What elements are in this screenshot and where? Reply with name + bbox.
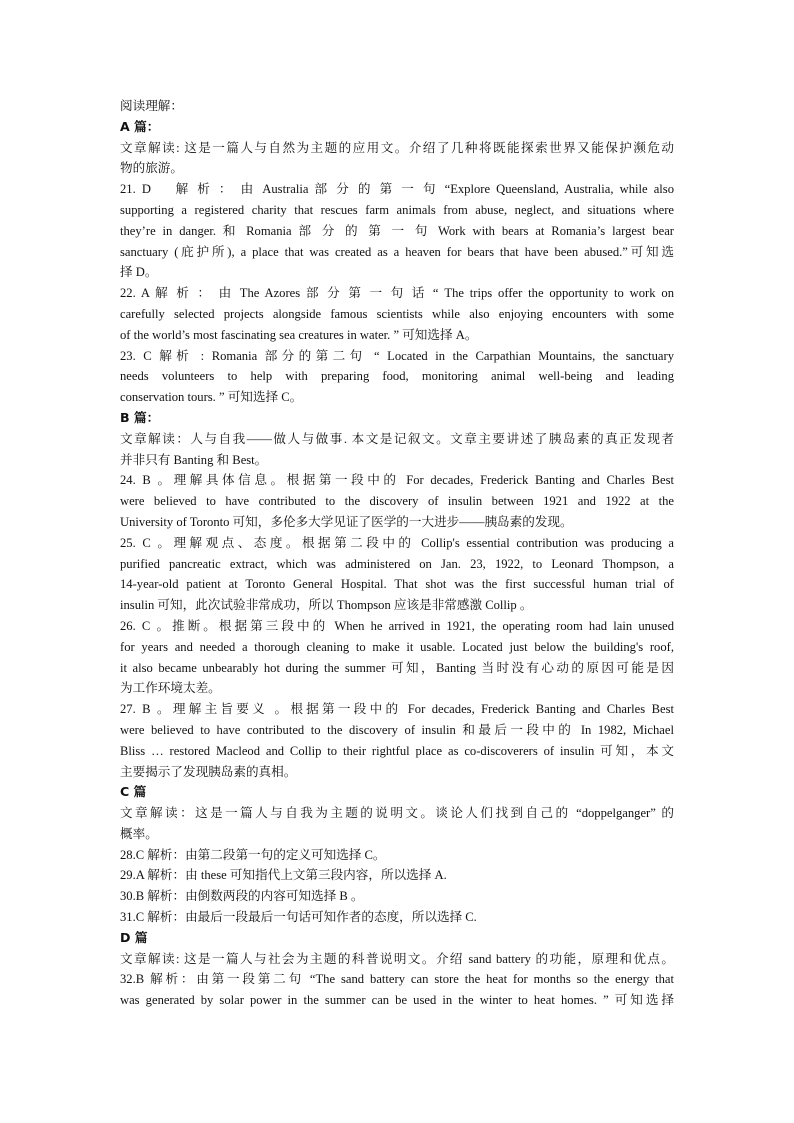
text-line: 24. B 。理解具体信息。根据第一段中的 For decades, Frederick Banting and Charles Best (120, 473, 674, 488)
text-line: 21. D 解 析 ： 由 Australia 部 分 的 第 一 句 “Explore Queensland, Australia, while also (120, 182, 674, 197)
text-line: 文章解读: 这是一篇人与自然为主题的应用文。介绍了几种将既能探索世界又能保护濒危动 (120, 140, 674, 155)
section-heading: D 篇 (120, 929, 148, 945)
text-line: 14-year-old patient at Toronto General Hospital. That shot was the first successful human trial of (120, 577, 674, 592)
text-line: 28.C 解析：由第二段第一句的定义可知选择 C。 (120, 847, 386, 862)
text-line: University of Toronto 可知，多伦多大学见证了医学的一大进步——胰岛素的发现。 (120, 514, 573, 529)
text-line: 31.C 解析：由最后一段最后一句话可知作者的态度，所以选择 C. (120, 910, 477, 925)
text-line: 27. B 。理解主旨要义 。根据第一段中的 For decades, Frederick Banting and Charles Best (120, 702, 674, 717)
text-line: 为工作环境太差。 (120, 681, 221, 696)
text-line: 文章解读: 这是一篇人与社会为主题的科普说明文。介绍 sand battery 的功能，原理和优点。 (120, 951, 674, 966)
text-line: 23. C 解析 : Romania 部分的第二句 “ Located in the Carpathian Mountains, the sanctuary (120, 348, 674, 363)
section-heading: C 篇 (120, 784, 147, 800)
text-line: 并非只有 Banting 和 Best。 (120, 452, 268, 467)
text-line: was generated by solar power in the summer can be used in the winter to heat homes. ” 可知选择 (120, 993, 674, 1008)
text-line: 择 D。 (120, 265, 158, 280)
section-heading: A 篇： (120, 118, 160, 134)
text-line: they’re in danger. 和 Romania 部 分 的 第 一 句 Work with bears at Romania’s largest bear (120, 223, 674, 238)
text-line: 32.B 解析：由第一段第二句 “The sand battery can store the heat for months so the energy that (120, 972, 674, 987)
text-line: 25. C 。理解观点、态度。根据第二段中的 Collip's essential contribution was producing a (120, 535, 674, 550)
text-line: for years and needed a thorough cleaning to make it usable. Located just below the building's roof, (120, 639, 674, 654)
text-line: sanctuary (庇护所), a place that was created as a heaven for bears that have been abused.”可知选 (120, 244, 674, 259)
text-line: were believed to have contributed to the discovery of insulin 和最后一段中的 In 1982, Michael (120, 722, 674, 737)
text-line: needs volunteers to help with preparing food, monitoring animal well-being and leading (120, 369, 674, 384)
text-line: 物的旅游。 (120, 161, 183, 176)
text-line: purified pancreatic extract, which was administered on Jan. 23, 1922, to Leonard Thompson, a (120, 556, 674, 571)
text-line: were believed to have contributed to the discovery of insulin between 1921 and 1922 at the (120, 494, 674, 509)
text-line: 概率。 (120, 826, 158, 841)
text-line: conservation tours. ” 可知选择 C。 (120, 390, 303, 405)
text-line: 主要揭示了发现胰岛素的真相。 (120, 764, 297, 779)
text-line: supporting a registered charity that rescues farm animals from abuse, neglect, and situations where (120, 202, 674, 217)
text-line: 26. C 。推断。根据第三段中的 When he arrived in 1921, the operating room had lain unused (120, 618, 674, 633)
text-line: 30.B 解析：由倒数两段的内容可知选择 B 。 (120, 889, 364, 904)
text-line: carefully selected projects alongside famous scientists while also enjoying encounters with some (120, 306, 674, 321)
text-line: 阅读理解： (120, 99, 183, 113)
text-line: 文章解读：这是一篇人与自我为主题的说明文。谈论人们找到自己的 “doppelganger” 的 (120, 806, 674, 821)
text-line: of the world’s most fascinating sea creatures in water. ” 可知选择 A。 (120, 327, 478, 342)
text-line: 22. A 解 析 ： 由 The Azores 部 分 第 一 句 话 “ The trips offer the opportunity to work on (120, 286, 674, 301)
text-line: it also became unbearably hot during the summer 可知，Banting 当时没有心动的原因可能是因 (120, 660, 674, 675)
text-line: Bliss … restored Macleod and Collip to their rightful place as co-discoverers of insulin 可知，本文 (120, 743, 674, 758)
section-heading: B 篇： (120, 409, 160, 425)
text-line: 29.A 解析：由 these 可知指代上文第三段内容，所以选择 A. (120, 868, 447, 883)
document-body (120, 96, 674, 1011)
text-line: 文章解读：人与自我——做人与做事. 本文是记叙文。文章主要讲述了胰岛素的真正发现者 (120, 431, 674, 446)
text-line: insulin 可知，此次试验非常成功，所以 Thompson 应该是非常感激 Collip 。 (120, 598, 533, 613)
